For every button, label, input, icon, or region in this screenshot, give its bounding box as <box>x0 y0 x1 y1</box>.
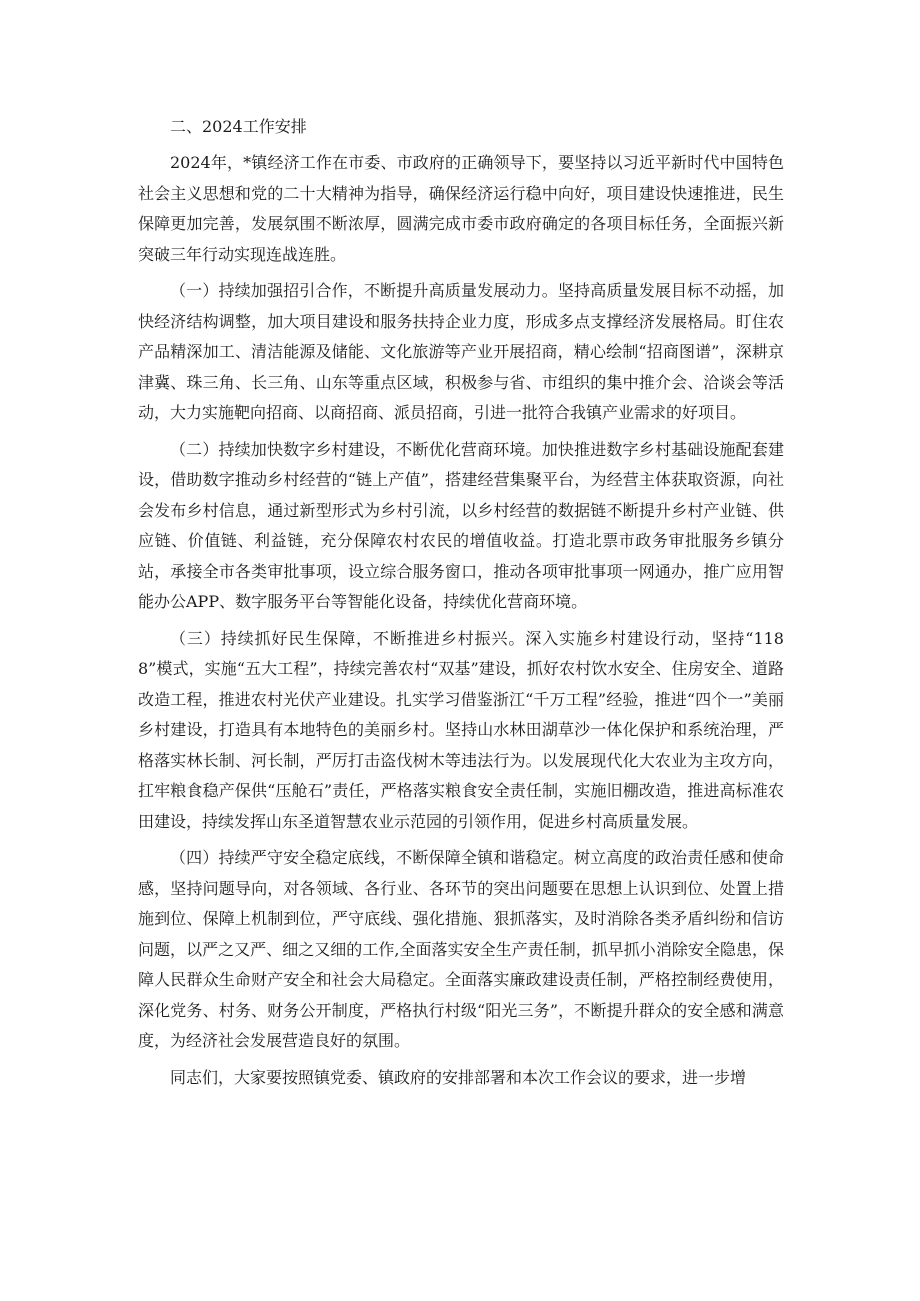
paragraph-item-2: （二）持续加快数字乡村建设，不断优化营商环境。加快推进数字乡村基础设施配套建设，借助数字推动乡村经营的“链上产值”，搭建经营集聚平台，为经营主体获取资源，向社会发布乡村信息，通过新型形式为乡村引流，以乡村经营的数据链不断提升乡村产业链、供应链、价值链、利益链，充分保障农村农民的增值收益。打造北票市政务审批服务乡镇分站，承接全市各类审批事项，设立综合服务窗口，推动各项审批事项一网通办，推广应用智能办公APP、数字服务平台等智能化设备，持续优化营商环境。 <box>138 439 784 611</box>
document-page <box>138 112 784 1099</box>
paragraph-item-1: （一）持续加强招引合作，不断提升高质量发展动力。坚持高质量发展目标不动摇，加快经济结构调整，加大项目建设和服务扶持企业力度，形成多点支撑经济发展格局。盯住农产品精深加工、清洁能源及储能、文化旅游等产业开展招商，精心绘制“招商图谱”，深耕京津冀、珠三角、长三角、山东等重点区域，积极参与省、市组织的集中推介会、洽谈会等活动，大力实施靶向招商、以商招商、派员招商，引进一批符合我镇产业需求的好项目。 <box>138 281 784 422</box>
section-heading: 二、2024工作安排 <box>170 117 307 136</box>
paragraph-intro: 2024年，*镇经济工作在市委、市政府的正确领导下，要坚持以习近平新时代中国特色社会主义思想和党的二十大精神为指导，确保经济运行稳中向好，项目建设快速推进，民生保障更加完善，发展氛围不断浓厚，圆满完成市委市政府确定的各项目标任务，全面振兴新突破三年行动实现连战连胜。 <box>138 153 784 264</box>
paragraph-closing: 同志们，大家要按照镇党委、镇政府的安排部署和本次工作会议的要求，进一步增 <box>170 1067 747 1087</box>
paragraph-item-4: （四）持续严守安全稳定底线，不断保障全镇和谐稳定。树立高度的政治责任感和使命感，坚持问题导向，对各领域、各行业、各环节的突出问题要在思想上认识到位、处置上措施到位、保障上机制到位，严守底线、强化措施、狠抓落实，及时消除各类矛盾纠纷和信访问题，以严之又严、细之又细的工作,全面落实安全生产责任制，抓早抓小消除安全隐患，保障人民群众生命财产安全和社会大局稳定。全面落实廉政建设责任制，严格控制经费使用，深化党务、村务、财务公开制度，严格执行村级“阳光三务”，不断提升群众的安全感和满意度，为经济社会发展营造良好的氛围。 <box>138 848 784 1050</box>
paragraph-item-3: （三）持续抓好民生保障，不断推进乡村振兴。深入实施乡村建设行动，坚持“1188”模式，实施“五大工程”，持续完善农村“双基”建设，抓好农村饮水安全、住房安全、道路改造工程，推进农村光伏产业建设。扎实学习借鉴浙江“千万工程”经验，推进“四个一”美丽乡村建设，打造具有本地特色的美丽乡村。坚持山水林田湖草沙一体化保护和系统治理，严格落实林长制、河长制，严厉打击盗伐树木等违法行为。以发展现代化大农业为主攻方向，扛牢粮食稳产保供“压舱石”责任，严格落实粮食安全责任制，实施旧棚改造，推进高标准农田建设，持续发挥山东圣道智慧农业示范园的引领作用，促进乡村高质量发展。 <box>138 628 784 831</box>
